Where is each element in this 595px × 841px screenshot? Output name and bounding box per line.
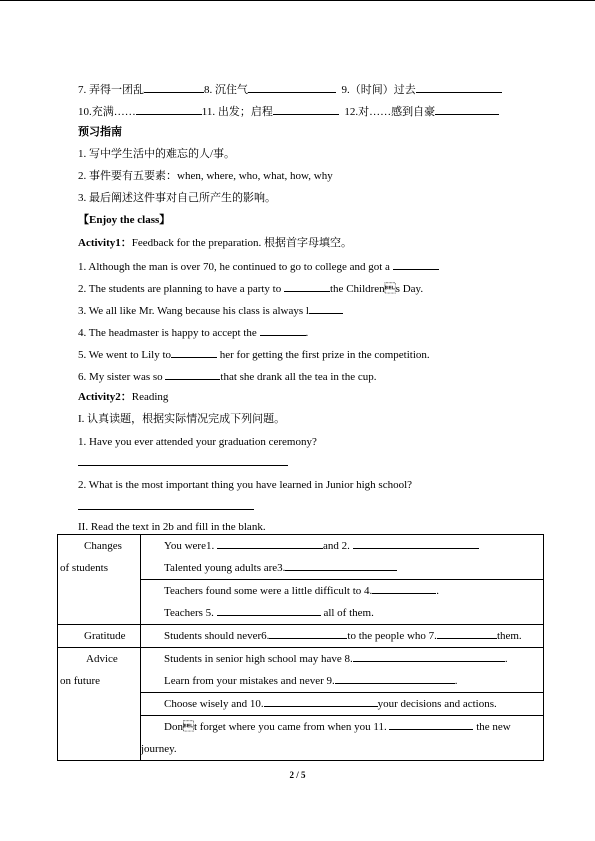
label-text: Advice <box>86 653 118 665</box>
blank[interactable] <box>217 604 321 616</box>
preview-heading: 预习指南 <box>78 126 122 138</box>
cell-line: Learn from your mistakes and never 9. . <box>164 670 543 692</box>
label-text: Gratitude <box>84 630 126 642</box>
table-row <box>58 648 544 693</box>
activity2-part2: II. Read the text in 2b and fill in the blank. <box>78 521 266 533</box>
table-row <box>58 535 544 580</box>
cell-line <box>164 557 543 579</box>
blank[interactable] <box>335 672 455 684</box>
vocab-row-2 <box>78 103 499 119</box>
blank[interactable] <box>260 324 306 336</box>
cell-text: Choose wisely and 10. <box>164 698 264 710</box>
activity1-item-4 <box>78 324 308 340</box>
enjoy-class-heading: 【Enjoy the class】 <box>78 214 171 226</box>
table-row <box>58 625 544 648</box>
blank[interactable] <box>165 368 220 380</box>
blank[interactable] <box>144 81 204 93</box>
cell-text: Learn from your mistakes and never 9. <box>164 675 335 687</box>
cell-line: journey. <box>141 743 177 755</box>
blank[interactable] <box>437 627 497 639</box>
blank[interactable] <box>248 81 336 93</box>
blank[interactable] <box>353 650 505 662</box>
activity2-title: Activity2： <box>78 391 132 403</box>
cell-text: the new <box>473 721 511 733</box>
label-text: on future <box>60 675 101 687</box>
blank[interactable] <box>136 103 202 115</box>
item-text: 3. We all like Mr. Wang because his class is always l <box>78 305 309 317</box>
item-text: . <box>305 327 309 339</box>
item-text: the Childrens Day. <box>330 283 424 295</box>
cell-text: all of them. <box>320 607 374 619</box>
blank[interactable] <box>353 537 479 549</box>
cell-text: Dont forget where you came from when you 11. <box>164 721 390 733</box>
vocab-row-1 <box>78 81 502 97</box>
blank[interactable] <box>171 346 217 358</box>
changes-cell-2 <box>141 580 544 625</box>
cell-text: and 2. <box>322 540 353 552</box>
activity2-header <box>78 390 168 404</box>
cell-line <box>164 693 543 715</box>
activity2-q2: 2. What is the most important thing you have learned in Junior high school? <box>78 479 413 491</box>
cell-text: Talented young adults are3. <box>164 562 286 574</box>
cell-line <box>164 535 543 557</box>
advice-cell-1 <box>141 648 544 693</box>
answer-line-q1[interactable] <box>78 465 288 466</box>
vocab-12: 12.对……感到自豪 <box>344 106 436 118</box>
cell-line: Teachers found some were a little difficult to 4. . <box>164 580 543 602</box>
blank[interactable] <box>285 559 397 571</box>
blank[interactable] <box>416 81 502 93</box>
advice-label <box>58 648 141 761</box>
blank[interactable] <box>372 582 436 594</box>
cell-line <box>164 716 543 738</box>
blank[interactable] <box>217 537 323 549</box>
reading-table <box>57 534 544 761</box>
preview-item-2: 2. 事件要有五要素：when, where, who, what, how, why <box>78 170 333 182</box>
cell-text: Students in senior high school may have 8. <box>164 653 353 665</box>
header-rule <box>0 0 595 1</box>
activity1-title: Activity1： <box>78 237 132 249</box>
page-number: 2 / 5 <box>289 770 306 780</box>
item-text: her for getting the first prize in the competition. <box>217 349 430 361</box>
activity1-item-1 <box>78 258 439 274</box>
blank[interactable] <box>393 258 439 270</box>
cell-line: Students in senior high school may have 8. . <box>164 648 543 670</box>
vocab-7: 7. 弄得一团乱 <box>78 84 144 96</box>
blank[interactable] <box>264 695 378 707</box>
blank[interactable] <box>309 302 343 314</box>
cell-text: Teachers 5. <box>164 607 217 619</box>
cell-text: Students should never6. <box>164 630 270 642</box>
answer-line-q2[interactable] <box>78 509 254 510</box>
gratitude-cell <box>141 625 544 648</box>
cell-text: them. <box>496 630 522 642</box>
item-text: 1. Although the man is over 70, he continued to go to college and got a <box>78 261 393 273</box>
changes-label <box>58 535 141 625</box>
item-text: 5. We went to Lily to <box>78 349 172 361</box>
cell-line <box>164 625 543 647</box>
activity1-item-3 <box>78 302 343 318</box>
blank[interactable] <box>269 627 347 639</box>
changes-cell-1 <box>141 535 544 580</box>
advice-cell-3 <box>141 716 544 761</box>
label-text: Changes <box>84 540 122 552</box>
vocab-10: 10.充满…… <box>78 106 136 118</box>
vocab-9: 9.（时间）过去 <box>341 84 416 96</box>
activity1-item-5 <box>78 346 430 362</box>
preview-item-3: 3. 最后阐述这件事对自己所产生的影响。 <box>78 192 276 204</box>
activity1-item-6 <box>78 368 376 384</box>
item-text: 6. My sister was so <box>78 371 166 383</box>
blank[interactable] <box>273 103 339 115</box>
activity2-part1: I. 认真读题，根据实际情况完成下列问题。 <box>78 413 286 425</box>
label-text: of students <box>60 562 108 574</box>
cell-text: Teachers found some were a little difficult to 4. <box>164 585 373 597</box>
cell-text: your decisions and actions. <box>377 698 497 710</box>
item-text: 4. The headmaster is happy to accept the <box>78 327 260 339</box>
advice-cell-2 <box>141 693 544 716</box>
item-text: 2. The students are planning to have a party to <box>78 283 284 295</box>
cell-text: to the people who 7. <box>347 630 437 642</box>
cell-text: You were1. <box>164 540 217 552</box>
vocab-8: 8. 沉住气 <box>204 84 248 96</box>
cell-line <box>164 602 543 624</box>
activity2-subtitle: Reading <box>131 391 169 403</box>
blank[interactable] <box>284 280 330 292</box>
preview-item-1: 1. 写中学生活中的难忘的人/事。 <box>78 148 236 160</box>
activity1-header <box>78 236 352 250</box>
gratitude-label <box>58 625 141 648</box>
blank[interactable] <box>389 718 473 730</box>
activity1-instruction: Feedback for the preparation. 根据首字母填空。 <box>131 237 353 249</box>
blank[interactable] <box>435 103 499 115</box>
item-text: that she drank all the tea in the cup. <box>220 371 377 383</box>
activity1-item-2 <box>78 280 423 296</box>
vocab-11: 11. 出发；启程 <box>201 106 273 118</box>
activity2-q1: 1. Have you ever attended your graduation ceremony? <box>78 436 317 448</box>
